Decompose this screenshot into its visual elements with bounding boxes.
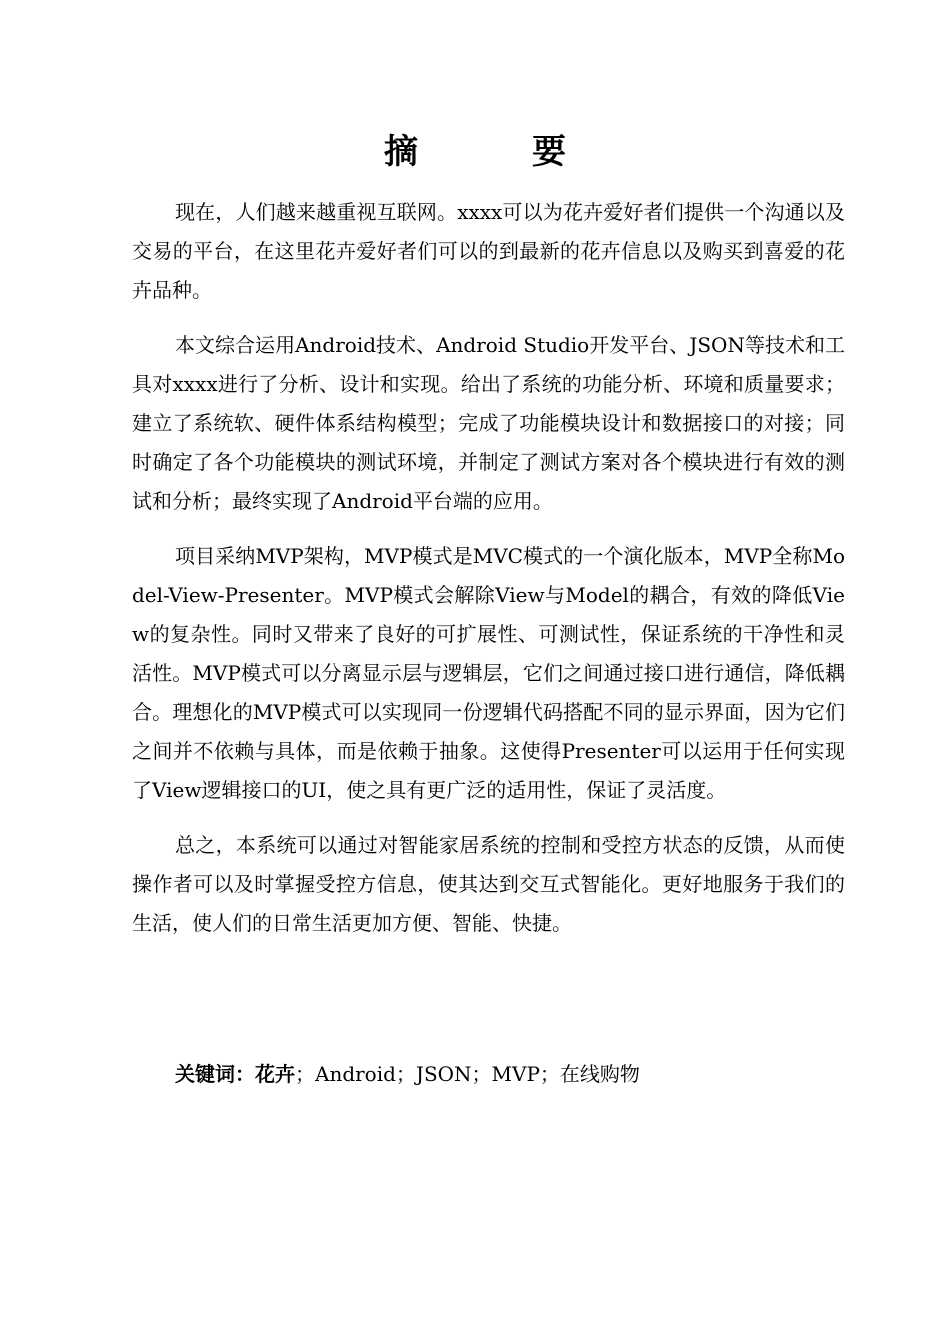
keywords-label: 关键词：	[175, 1062, 255, 1086]
abstract-paragraph-4: 总之，本系统可以通过对智能家居系统的控制和受控方状态的反馈，从而使操作者可以及时掌握受控方信息，使其达到交互式智能化。更好地服务于我们的生活，使人们的日常生活更加方便、智能、快捷。	[132, 833, 845, 935]
keyword-first: 花卉	[255, 1062, 295, 1086]
abstract-paragraph-3: 项目采纳MVP架构，MVP模式是MVC模式的一个演化版本，MVP全称Model-View-Presenter。MVP模式会解除View与Model的耦合，有效的降低View的复杂性。同时又带来了良好的可扩展性、可测试性，保证系统的干净性和灵活性。MVP模式可以分离显示层与逻辑层，它们之间通过接口进行通信，降低耦合。理想化的MVP模式可以实现同一份逻辑代码搭配不同的显示界面，因为它们之间并不依赖与具体，而是依赖于抽象。这使得Presenter可以运用于任何实现了View逻辑接口的UI，使之具有更广泛的适用性，保证了灵活度。	[132, 544, 845, 802]
keywords-line	[175, 1056, 640, 1092]
abstract-body	[132, 193, 845, 959]
abstract-paragraph-1: 现在，人们越来越重视互联网。xxxx可以为花卉爱好者们提供一个沟通以及交易的平台，在这里花卉爱好者们可以的到最新的花卉信息以及购买到喜爱的花卉品种。	[132, 200, 845, 302]
keywords-rest: ；Android；JSON；MVP；在线购物	[295, 1062, 640, 1086]
page-title: 摘 要	[384, 132, 606, 172]
abstract-paragraph-2: 本文综合运用Android技术、Android Studio开发平台、JSON等技术和工具对xxxx进行了分析、设计和实现。给出了系统的功能分析、环境和质量要求；建立了系统软、硬件体系结构模型；完成了功能模块设计和数据接口的对接；同时确定了各个功能模块的测试环境，并制定了测试方案对各个模块进行有效的测试和分析；最终实现了Android平台端的应用。	[132, 333, 845, 513]
